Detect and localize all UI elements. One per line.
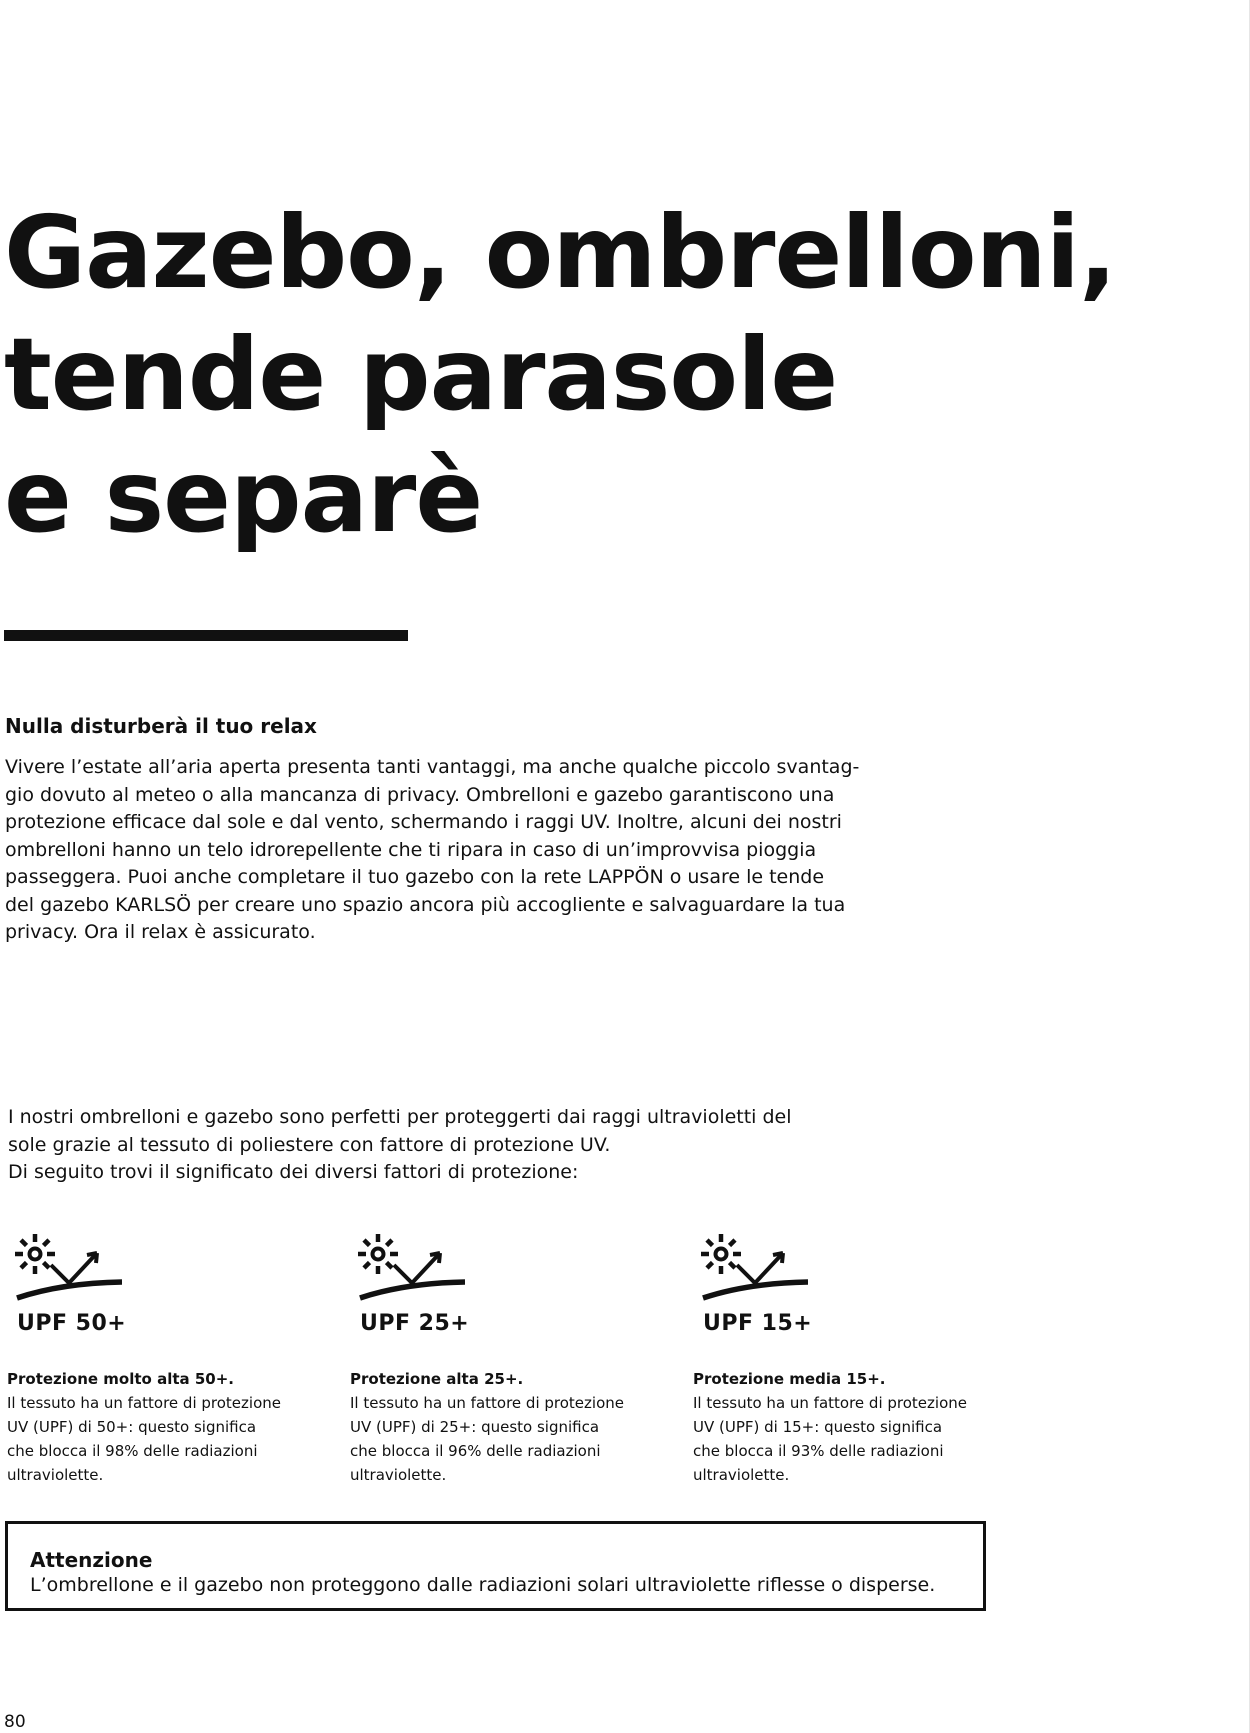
page-title-line: tende parasole <box>4 316 838 433</box>
upf-description-line: UV (UPF) di 25+: questo significa <box>350 1418 600 1436</box>
upf-description <box>7 1391 281 1487</box>
upf-item-50 <box>7 1225 337 1484</box>
upf-description-line: Il tessuto ha un fattore di protezione <box>350 1394 624 1412</box>
upf-description-line: che blocca il 96% delle radiazioni <box>350 1442 601 1460</box>
intro-line: protezione efficace dal sole e dal vento, schermando i raggi UV. Inoltre, alcuni dei nostri <box>5 811 842 833</box>
upf-description <box>693 1391 967 1487</box>
uv-intro-paragraph <box>8 1104 908 1187</box>
uv-intro-line: Di seguito trovi il significato dei diversi fattori di protezione: <box>8 1161 579 1183</box>
page-title-line: e separè <box>4 438 483 555</box>
upf-description-line: ultraviolette. <box>693 1466 790 1484</box>
intro-paragraph <box>5 754 905 947</box>
warning-title: Attenzione <box>30 1548 153 1572</box>
upf-description-line: Il tessuto ha un fattore di protezione <box>7 1394 281 1412</box>
intro-line: del gazebo KARLSÖ per creare uno spazio ancora più accogliente e salvaguardare la tua <box>5 893 846 916</box>
sun-uv-protection-icon <box>7 1225 122 1305</box>
uv-intro-line: I nostri ombrelloni e gazebo sono perfetti per proteggerti dai raggi ultravioletti del <box>8 1106 792 1128</box>
page-number: 80 <box>4 1712 26 1732</box>
upf-description-line: Il tessuto ha un fattore di protezione <box>693 1394 967 1412</box>
upf-description <box>350 1391 624 1487</box>
page-title-line: Gazebo, ombrelloni, <box>4 194 1117 311</box>
upf-description-line: UV (UPF) di 15+: questo significa <box>693 1418 943 1436</box>
upf-title: Protezione molto alta 50+. <box>7 1370 234 1388</box>
intro-line: ombrelloni hanno un telo idrorepellente che ti ripara in caso di un’improvvisa pioggia <box>5 838 817 861</box>
intro-line: gio dovuto al meteo o alla mancanza di privacy. Ombrelloni e gazebo garantiscono una <box>5 783 835 806</box>
uv-intro-line: sole grazie al tessuto di poliestere con fattore di protezione UV. <box>8 1133 611 1156</box>
upf-title: Protezione alta 25+. <box>350 1370 524 1388</box>
title-divider <box>4 630 408 641</box>
upf-item-15 <box>693 1225 1023 1484</box>
intro-line: Vivere l’estate all’aria aperta presenta tanti vantaggi, ma anche qualche piccolo svantag- <box>5 756 860 778</box>
intro-line: privacy. Ora il relax è assicurato. <box>5 921 316 943</box>
upf-label: UPF 50+ <box>17 1311 127 1336</box>
page-title <box>4 192 1116 558</box>
upf-description-line: UV (UPF) di 50+: questo significa <box>7 1418 257 1436</box>
upf-label: UPF 15+ <box>703 1311 813 1336</box>
intro-line: passeggera. Puoi anche completare il tuo gazebo con la rete LAPPÖN o usare le tende <box>5 866 825 888</box>
upf-description-line: ultraviolette. <box>7 1466 104 1484</box>
upf-item-25 <box>350 1225 680 1484</box>
sun-uv-protection-icon <box>350 1225 465 1305</box>
upf-title: Protezione media 15+. <box>693 1370 886 1388</box>
upf-description-line: che blocca il 93% delle radiazioni <box>693 1442 944 1460</box>
warning-box <box>5 1521 986 1611</box>
upf-label: UPF 25+ <box>360 1311 470 1336</box>
upf-description-line: ultraviolette. <box>350 1466 447 1484</box>
sun-uv-protection-icon <box>693 1225 808 1305</box>
section-subtitle: Nulla disturberà il tuo relax <box>5 714 317 738</box>
upf-description-line: che blocca il 98% delle radiazioni <box>7 1442 258 1460</box>
warning-text: L’ombrellone e il gazebo non proteggono dalle radiazioni solari ultraviolette riflesse o disperse. <box>30 1574 936 1596</box>
